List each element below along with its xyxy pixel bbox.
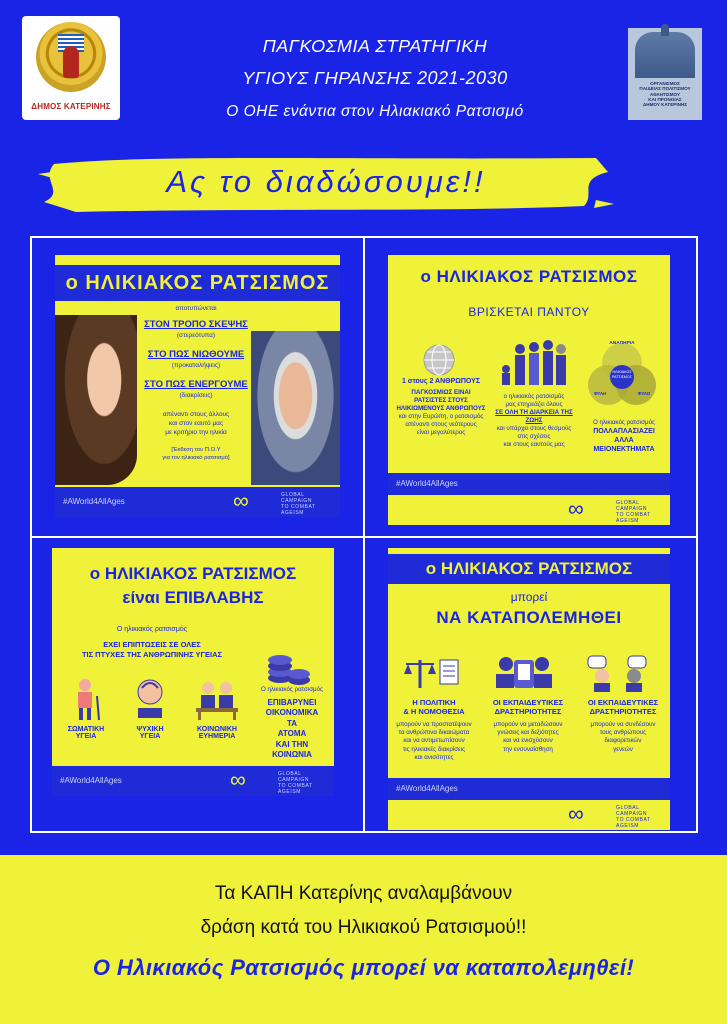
card-ageism-defined <box>55 255 340 517</box>
card4-intergenerational-column: ΟΙ ΕΚΠΑΙΔΕΥΤΙΚΕΣ ΔΡΑΣΤΗΡΙΟΤΗΤΕΣ μπορούν να συνδέσουν τους ανθρώπους διαφορετικών γενεών <box>587 698 659 753</box>
card-ageism-everywhere <box>388 255 670 495</box>
hashtag: #AWorld4AllAges <box>60 776 122 785</box>
footer-line2: δράση κατά του Ηλικιακού Ρατσισμού!! <box>200 917 527 938</box>
globe-icon <box>422 343 456 377</box>
card-ageism-can-be-fought <box>388 548 670 800</box>
elderly-walker-icon <box>70 678 104 722</box>
card1-text2: και στον εαυτό μας <box>168 420 224 427</box>
church-building-icon <box>635 32 695 78</box>
organization-caption: ΟΡΓΑΝΙΣΜΟΣ ΠΑΙΔΕΙΑΣ ΠΟΛΙΤΙΣΜΟΥ ΑΘΛΗΤΙΣΜΟΥ ΚΑΙ ΠΡΟΝΟΙΑΣ ΔΗΜΟΥ ΚΑΤΕΡΙΝΗΣ <box>639 81 691 108</box>
footer-slogan: Ο Ηλικιακός Ρατσισμός μπορεί να καταπολεμηθεί! <box>92 955 635 980</box>
education-icon <box>492 654 556 692</box>
infinity-icon: ∞ <box>230 767 246 792</box>
card1-intro: αποτυπώνεται <box>175 305 217 312</box>
social-wellbeing-icon <box>192 680 242 720</box>
hashtag: #AWorld4AllAges <box>396 784 458 793</box>
card2-campaign-strip <box>388 495 670 525</box>
card1-line2-sub: (προκαταλήψεις) <box>171 362 221 369</box>
card3-title2: είναι ΕΠΙΒΛΑΒΗΣ <box>122 588 264 607</box>
intergenerational-chat-icon <box>586 654 652 692</box>
card2-title: ο ΗΛΙΚΙΑΚΟΣ ΡΑΤΣΙΣΜΟΣ <box>420 267 638 286</box>
card2-subtitle: ΒΡΙΣΚΕΤΑΙ ΠΑΝΤΟΥ <box>468 305 590 319</box>
municipality-caption: ΔΗΜΟΣ ΚΑΤΕΡΙΝΗΣ <box>31 102 111 111</box>
katerini-seal-icon <box>36 22 106 92</box>
organization-logo <box>628 28 702 120</box>
header-title-line2: ΥΓΙΟΥΣ ΓΗΡΑΝΣΗΣ 2021-2030 <box>242 68 508 88</box>
card4-footer-strip <box>388 778 670 800</box>
card1-footer-strip <box>55 487 340 517</box>
card1-source2: για τον ηλικιακό ρατσισμό] <box>162 455 230 461</box>
card4-education-column: ΟΙ ΕΚΠΑΙΔΕΥΤΙΚΕΣ ΔΡΑΣΤΗΡΙΟΤΗΤΕΣ μπορούν να μεταδώσουν γνώσεις και δεξιότητες και να ενισχύσουν την ενσυναίσθηση <box>492 698 564 753</box>
header-title-line3: Ο ΟΗΕ ενάντια στον Ηλιακιακό Ρατσισμό <box>226 103 524 120</box>
card3-economic-text: ΕΠΙΒΑΡΥΝΕΙ ΟΙΚΟΝΟΜΙΚΑ ΤΑ ΑΤΟΜΑ ΚΑΙ ΤΗΝ ΚΟΙΝΩΝΙΑ <box>265 698 319 759</box>
card2-col2: ο ηλικιακός ρατσισμός μας επηρεάζει όλους ΣΕ ΟΛΗ ΤΗ ΔΙΑΡΚΕΙΑ ΤΗΣ ΖΩΗΣ και υπάρχει στους θεσμούς στις σχέσεις και στους εαυτούς μας <box>495 393 573 449</box>
family-generations-icon <box>498 335 568 387</box>
card1-text1: απέναντι στους άλλους <box>162 411 230 418</box>
card3-intro: Ο ηλικιακός ρατσισμός <box>116 626 188 633</box>
card-ageism-harmful <box>52 548 334 796</box>
municipality-logo <box>22 16 120 120</box>
campaign-label: GLOBAL CAMPAIGN TO COMBAT AGEISM <box>278 771 313 795</box>
card3-line1: ΕΧΕΙ ΕΠΙΠΤΩΣΕΙΣ ΣΕ ΟΛΕΣ <box>103 640 201 649</box>
card2-col1: ΠΑΓΚΟΣΜΙΩΣ ΕΙΝΑΙ ΡΑΤΣΙΣΤΕΣ ΣΤΟΥΣ ΗΛΙΚΙΩΜΕΝΟΥΣ ΑΝΘΡΩΠΟΥΣ και στην Ευρώπη, ο ρατσισμός απέναντι στους νεότερους είναι μεγαλύτερος <box>396 389 486 437</box>
card1-line1: ΣΤΟΝ ΤΡΟΠΟ ΣΚΕΨΗΣ <box>144 319 248 330</box>
card3-title1: ο ΗΛΙΚΙΑΚΟΣ ΡΑΤΣΙΣΜΟΣ <box>89 564 297 583</box>
card1-title: ο ΗΛΙΚΙΑΚΟΣ ΡΑΤΣΙΣΜΟΣ <box>65 272 330 294</box>
justice-scale-icon <box>402 656 462 692</box>
card3-social-wellbeing: ΚΟΙΝΩΝΙΚΗ ΕΥΗΜΕΡΙΑ <box>197 726 237 740</box>
card1-source1: [Έκθεση του Π.Ο.Υ <box>171 447 221 453</box>
venn-left-label: ΦΥΛΗ <box>593 391 607 396</box>
card1-line2: ΣΤΟ ΠΩΣ ΝΙΩΘΟΥΜΕ <box>147 349 245 360</box>
card2-footer-strip <box>388 473 670 495</box>
mental-health-icon <box>132 678 168 720</box>
card3-physical-health: ΣΩΜΑΤΙΚΗ ΥΓΕΙΑ <box>67 726 105 740</box>
hashtag: #AWorld4AllAges <box>63 497 125 506</box>
venn-right-label: ΦΥΛΟ <box>637 391 651 396</box>
campaign-label: GLOBAL CAMPAIGN TO COMBAT AGEISM <box>616 500 651 524</box>
card4-campaign-strip <box>388 800 670 830</box>
spread-banner <box>36 150 576 216</box>
card1-text3: με κριτήριο την ηλικία <box>165 429 227 436</box>
banner-text: Ας το διαδώσουμε!! <box>166 164 486 199</box>
hashtag: #AWorld4AllAges <box>396 479 458 488</box>
card2-stat: 1 στους 2 ΑΝΘΡΩΠΟΥΣ <box>401 378 481 385</box>
infinity-icon: ∞ <box>233 488 249 513</box>
footer-line1: Τα ΚΑΠΗ Κατερίνης αναλαμβάνουν <box>214 883 513 904</box>
campaign-label: GLOBAL CAMPAIGN TO COMBAT AGEISM <box>281 492 316 516</box>
header-title-line1: ΠΑΓΚΟΣΜΙΑ ΣΤΡΑΤΗΓΙΚΗ <box>262 36 488 56</box>
campaign-label: GLOBAL CAMPAIGN TO COMBAT AGEISM <box>616 805 651 829</box>
card1-line3: ΣΤΟ ΠΩΣ ΕΝΕΡΓΟΥΜΕ <box>144 379 248 390</box>
young-woman-photo <box>55 315 137 485</box>
infinity-icon: ∞ <box>568 801 584 826</box>
card4-subtitle1: μπορεί <box>510 590 548 604</box>
card3-footer-strip <box>52 766 334 796</box>
infinity-icon: ∞ <box>568 496 584 521</box>
venn-center-label: ΗΛΙΚΙΑΚΟΣ ΡΑΤΣΙΣΜΟΣ <box>612 370 632 379</box>
coins-icon <box>266 648 312 688</box>
older-man-photo <box>251 331 340 485</box>
footer-panel <box>0 855 727 1024</box>
card4-title: ο ΗΛΙΚΙΑΚΟΣ ΡΑΤΣΙΣΜΟΣ <box>425 559 633 578</box>
card2-col3: Ο ηλικιακός ρατσισμός ΠΟΛΛΑΠΛΑΣΙΑΖΕΙ ΑΛΛΑ ΜΕΙΟΝΕΚΤΗΜΑΤΑ <box>592 419 656 454</box>
card1-line1-sub: (στερεότυπα) <box>176 332 216 339</box>
card3-mental-health: ΨΥΧΙΚΗ ΥΓΕΙΑ <box>136 726 164 740</box>
card3-line2: ΤΙΣ ΠΤΥΧΕΣ ΤΗΣ ΑΝΘΡΩΠΙΝΗΣ ΥΓΕΙΑΣ <box>81 650 223 659</box>
venn-top-label: ΑΝΑΠΗΡΙΑ <box>609 341 635 346</box>
card3-economic-intro: Ο ηλικιακός ρατσισμός <box>260 686 324 693</box>
card4-subtitle2: ΝΑ ΚΑΤΑΠΟΛΕΜΗΘΕΙ <box>436 608 622 627</box>
card4-policy-column: Η ΠΟΛΙΤΙΚΗ & Η ΝΟΜΟΘΕΣΙΑ μπορούν να προστατέψουν τα ανθρώπινα δικαιώματα και να αντιμετωπίσουν τις ηλικιακές διακρίσεις και ανισότητες <box>396 698 472 762</box>
card1-line3-sub: (διακρίσεις) <box>179 392 213 399</box>
